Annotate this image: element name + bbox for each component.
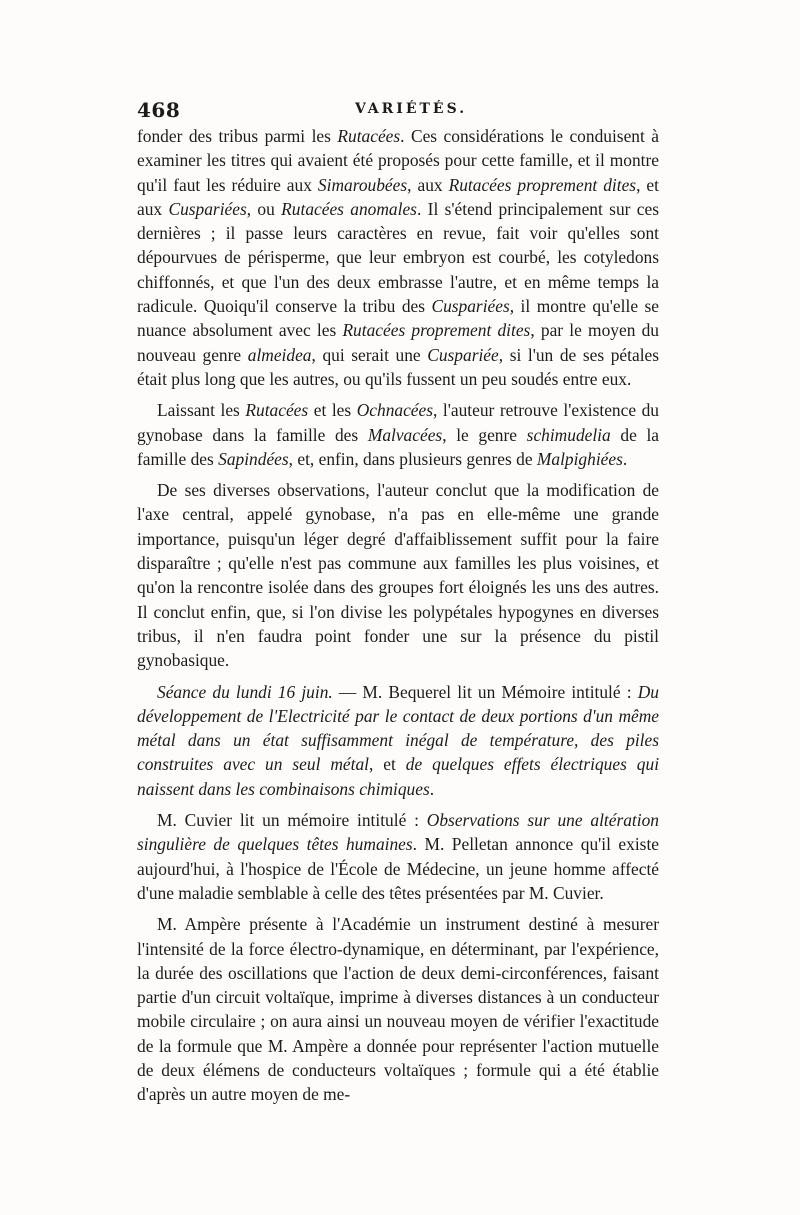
paragraph: [137, 808, 659, 905]
text-run: M. Cuvier lit un mémoire intitulé :: [157, 810, 427, 831]
text-run: , par le moyen du nouveau genre: [137, 320, 659, 365]
text-run: et les: [308, 400, 357, 421]
paragraph: [137, 478, 659, 672]
italic-text: Cuspariée: [427, 344, 499, 365]
paragraph: [137, 912, 659, 1106]
text-run: . Ces considérations le conduisent à examiner les titres qui avaient été proposés pour cette famille, et il montre qu'il faut les réduire aux: [137, 126, 659, 195]
text-run: , aux: [407, 174, 449, 195]
italic-text: de quelques effets électriques qui naissent dans les combinaisons chimiques: [137, 754, 660, 799]
text-run: , si l'un de ses pétales était plus long que les autres, ou qu'ils fussent un peu soudés entre eux.: [137, 344, 660, 389]
text-run: . M. Pelletan annonce qu'il existe aujourd'hui, à l'hospice de l'École de Médecine, un jeune homme affecté d'une maladie semblable à celle des têtes présentées par M. Cuvier.: [137, 834, 659, 903]
italic-text: almeidea: [247, 344, 312, 365]
italic-text: schimudelia: [526, 424, 611, 445]
text-run: De ses diverses observations, l'auteur conclut que la modification de l'axe central, appelé gynobase, n'a pas en elle-même une grande importance, puisqu'un léger degré d'affaiblissement suffit pour la faire disparaître ; qu'elle n'est pas commune aux familles les plus voisines, et qu'on la rencontre isolée dans des groupes fort éloignés les uns des autres. Il conclut enfin, que, si l'on divise les polypétales hypogynes en diverses tribus, il n'en faudra point fonder une sur la présence du pistil gynobasique.: [137, 480, 659, 671]
running-title: VARIÉTÉS.: [355, 101, 468, 117]
text-run: , et, enfin, dans plusieurs genres de: [288, 448, 537, 469]
text-run: .: [622, 448, 628, 469]
page-header: [137, 98, 659, 122]
italic-text: Du développement de l'Electricité par le contact de deux portions d'un même métal dans un état suffisamment inégal de température, des piles construites avec un seul métal: [137, 681, 659, 775]
italic-text: Sapindées: [218, 448, 289, 469]
italic-text: Cuspariées: [431, 296, 510, 317]
italic-text: Malvacées: [367, 424, 443, 445]
italic-text: Rutacées: [245, 400, 309, 421]
text-run: — M. Bequerel lit un Mémoire intitulé :: [332, 681, 638, 702]
text-run: , le genre: [442, 424, 527, 445]
text-run: , ou: [246, 198, 282, 219]
italic-text: Malpighiées: [536, 448, 623, 469]
paragraph: [137, 398, 659, 471]
page-number: 468: [137, 98, 181, 122]
italic-text: Rutacées: [337, 126, 401, 146]
text-run: . Il s'étend principalement sur ces dernières ; il passe leurs caractères en revue, fait voir qu'elles sont dépourvues de périsperme, que leur embryon est courbé, les cotyledons chiffonnés, et que l'un des deux embrasse l'autre, et en même temps la radicule. Quoiqu'il conserve la tribu des: [137, 198, 659, 317]
text-run: , il montre qu'elle se nuance absolument avec les: [137, 296, 659, 341]
italic-text: Ochnacées: [356, 400, 434, 421]
text-run: , et: [369, 754, 406, 775]
text-body: [137, 124, 659, 1107]
text-run: de la famille des: [137, 424, 659, 469]
text-run: , et aux: [137, 174, 659, 219]
text-run: M. Ampère présente à l'Académie un instrument destiné à mesurer l'intensité de la force électro-dynamique, en déterminant, par l'expérience, la durée des oscillations que l'action de deux demi-circonférences, faisant partie d'un circuit voltaïque, imprime à diverses distances à un conducteur mobile circulaire ; on aura ainsi un nouveau moyen de vérifier l'exactitude de la formule que M. Ampère a donnée pour représenter l'action mutuelle de deux élémens de conducteurs voltaïques ; formule qui a été établie d'après un autre moyen de me-: [137, 914, 659, 1105]
italic-text: Simaroubées: [317, 174, 408, 195]
italic-text: Séance du lundi 16 juin.: [157, 681, 333, 702]
text-run: fonder des tribus parmi les: [137, 126, 338, 146]
text-run: , qui serait une: [311, 344, 428, 365]
paragraph: [137, 680, 659, 801]
italic-text: Rutacées proprement dites: [448, 174, 637, 195]
text-run: Laissant les: [157, 400, 246, 421]
italic-text: Rutacées anomales: [281, 198, 417, 219]
paragraph: [137, 124, 659, 391]
italic-text: Observations sur une altération singulière de quelques têtes humaines: [137, 810, 659, 855]
italic-text: Rutacées proprement dites: [342, 320, 531, 341]
text-run: .: [429, 778, 435, 799]
text-run: , l'auteur retrouve l'existence du gynobase dans la famille des: [137, 400, 659, 445]
italic-text: Cuspariées: [168, 198, 247, 219]
